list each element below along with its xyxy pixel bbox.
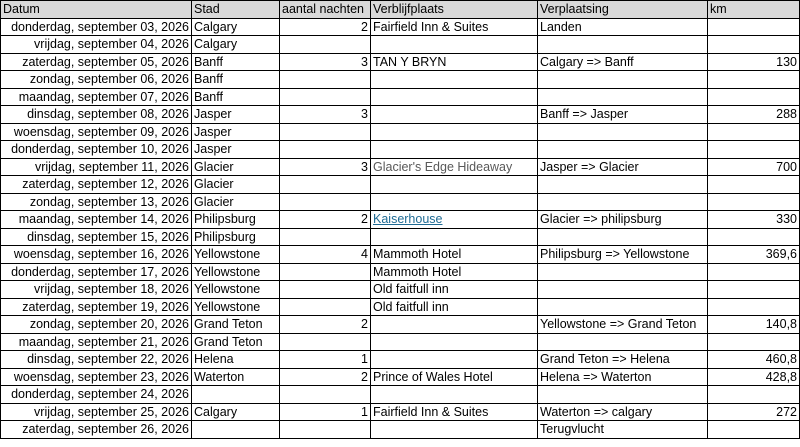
- cell-verplaatsing[interactable]: [538, 123, 708, 141]
- cell-aantal-nachten[interactable]: 1: [280, 403, 371, 421]
- cell-datum[interactable]: dinsdag, september 22, 2026: [1, 351, 192, 369]
- cell-verblijfplaats[interactable]: [371, 141, 538, 159]
- cell-aantal-nachten[interactable]: [280, 176, 371, 194]
- cell-stad[interactable]: Yellowstone: [192, 298, 280, 316]
- cell-km[interactable]: [708, 281, 800, 299]
- table-row: [1, 141, 800, 159]
- cell-verplaatsing[interactable]: [538, 333, 708, 351]
- table-row: [1, 228, 800, 246]
- cell-verplaatsing[interactable]: [538, 228, 708, 246]
- cell-verblijfplaats[interactable]: [371, 106, 538, 124]
- table-row: [1, 18, 800, 36]
- cell-aantal-nachten[interactable]: [280, 71, 371, 89]
- cell-stad[interactable]: Grand Teton: [192, 316, 280, 334]
- header-aantal-nachten[interactable]: aantal nachten: [280, 1, 371, 19]
- cell-verblijfplaats[interactable]: [371, 36, 538, 54]
- cell-aantal-nachten[interactable]: [280, 193, 371, 211]
- cell-verblijfplaats[interactable]: Old faitfull inn: [371, 281, 538, 299]
- cell-stad[interactable]: Yellowstone: [192, 281, 280, 299]
- cell-verplaatsing[interactable]: [538, 36, 708, 54]
- cell-km[interactable]: [708, 193, 800, 211]
- cell-stad[interactable]: Philipsburg: [192, 228, 280, 246]
- cell-stad[interactable]: [192, 421, 280, 439]
- cell-verblijfplaats[interactable]: Fairfield Inn & Suites: [371, 403, 538, 421]
- table-row: [1, 368, 800, 386]
- cell-datum[interactable]: donderdag, september 24, 2026: [1, 386, 192, 404]
- cell-datum[interactable]: vrijdag, september 25, 2026: [1, 403, 192, 421]
- cell-verplaatsing[interactable]: Jasper => Glacier: [538, 158, 708, 176]
- cell-aantal-nachten[interactable]: 2: [280, 368, 371, 386]
- cell-verblijfplaats[interactable]: [371, 386, 538, 404]
- cell-aantal-nachten[interactable]: 2: [280, 316, 371, 334]
- cell-verblijfplaats[interactable]: [371, 158, 538, 176]
- cell-aantal-nachten[interactable]: [280, 123, 371, 141]
- cell-stad[interactable]: Jasper: [192, 141, 280, 159]
- table-row: [1, 351, 800, 369]
- cell-stad[interactable]: Glacier: [192, 158, 280, 176]
- header-row: [1, 1, 800, 19]
- header-km[interactable]: km: [708, 1, 800, 19]
- cell-verplaatsing[interactable]: Grand Teton => Helena: [538, 351, 708, 369]
- cell-km[interactable]: 130: [708, 53, 800, 71]
- cell-verblijfplaats[interactable]: [371, 316, 538, 334]
- header-stad[interactable]: Stad: [192, 1, 280, 19]
- cell-km[interactable]: [708, 176, 800, 194]
- cell-aantal-nachten[interactable]: 1: [280, 351, 371, 369]
- table-row: [1, 158, 800, 176]
- cell-aantal-nachten[interactable]: 3: [280, 106, 371, 124]
- cell-stad[interactable]: Calgary: [192, 18, 280, 36]
- table-row: [1, 298, 800, 316]
- cell-km[interactable]: [708, 333, 800, 351]
- cell-verblijfplaats[interactable]: [371, 71, 538, 89]
- cell-verplaatsing[interactable]: [538, 386, 708, 404]
- cell-km[interactable]: [708, 18, 800, 36]
- cell-stad[interactable]: Calgary: [192, 403, 280, 421]
- cell-verblijfplaats[interactable]: Old faitfull inn: [371, 298, 538, 316]
- cell-aantal-nachten[interactable]: [280, 36, 371, 54]
- cell-stad[interactable]: [192, 386, 280, 404]
- cell-verplaatsing[interactable]: Waterton => calgary: [538, 403, 708, 421]
- header-verplaatsing[interactable]: Verplaatsing: [538, 1, 708, 19]
- cell-datum[interactable]: maandag, september 14, 2026: [1, 211, 192, 229]
- cell-verplaatsing[interactable]: [538, 71, 708, 89]
- cell-verplaatsing[interactable]: Yellowstone => Grand Teton: [538, 316, 708, 334]
- cell-stad[interactable]: Jasper: [192, 106, 280, 124]
- cell-verplaatsing[interactable]: [538, 193, 708, 211]
- cell-km[interactable]: [708, 123, 800, 141]
- cell-stad[interactable]: Helena: [192, 351, 280, 369]
- cell-verblijfplaats[interactable]: [371, 88, 538, 106]
- cell-verblijfplaats[interactable]: [371, 351, 538, 369]
- cell-km[interactable]: [708, 421, 800, 439]
- cell-verblijfplaats[interactable]: [371, 123, 538, 141]
- cell-datum[interactable]: donderdag, september 03, 2026: [1, 18, 192, 36]
- cell-km[interactable]: 330: [708, 211, 800, 229]
- table-row: [1, 421, 800, 439]
- table-row: [1, 281, 800, 299]
- cell-aantal-nachten[interactable]: [280, 298, 371, 316]
- table-row: [1, 403, 800, 421]
- cell-aantal-nachten[interactable]: [280, 281, 371, 299]
- cell-verblijfplaats[interactable]: [371, 211, 538, 229]
- cell-verplaatsing[interactable]: [538, 298, 708, 316]
- cell-datum[interactable]: zaterdag, september 05, 2026: [1, 53, 192, 71]
- cell-km[interactable]: [708, 228, 800, 246]
- cell-km[interactable]: [708, 298, 800, 316]
- table-row: [1, 123, 800, 141]
- cell-aantal-nachten[interactable]: 2: [280, 18, 371, 36]
- cell-aantal-nachten[interactable]: [280, 88, 371, 106]
- hotel-link[interactable]: Kaiserhouse: [373, 212, 443, 227]
- cell-verblijfplaats[interactable]: [371, 228, 538, 246]
- cell-aantal-nachten[interactable]: [280, 386, 371, 404]
- cell-aantal-nachten[interactable]: [280, 333, 371, 351]
- cell-datum[interactable]: maandag, september 07, 2026: [1, 88, 192, 106]
- cell-datum[interactable]: vrijdag, september 18, 2026: [1, 281, 192, 299]
- cell-datum[interactable]: donderdag, september 10, 2026: [1, 141, 192, 159]
- cell-datum[interactable]: woensdag, september 23, 2026: [1, 368, 192, 386]
- cell-km[interactable]: [708, 88, 800, 106]
- cell-km[interactable]: 288: [708, 106, 800, 124]
- cell-verplaatsing[interactable]: Helena => Waterton: [538, 368, 708, 386]
- cell-verblijfplaats[interactable]: Prince of Wales Hotel: [371, 368, 538, 386]
- cell-datum[interactable]: maandag, september 21, 2026: [1, 333, 192, 351]
- cell-stad[interactable]: Banff: [192, 53, 280, 71]
- cell-datum[interactable]: vrijdag, september 04, 2026: [1, 36, 192, 54]
- cell-verblijfplaats[interactable]: Mammoth Hotel: [371, 263, 538, 281]
- table-row: [1, 88, 800, 106]
- cell-aantal-nachten[interactable]: [280, 421, 371, 439]
- cell-verplaatsing[interactable]: [538, 281, 708, 299]
- table-row: [1, 316, 800, 334]
- cell-verplaatsing[interactable]: [538, 176, 708, 194]
- cell-verblijfplaats[interactable]: [371, 176, 538, 194]
- cell-datum[interactable]: zaterdag, september 19, 2026: [1, 298, 192, 316]
- cell-verblijfplaats[interactable]: [371, 193, 538, 211]
- cell-datum[interactable]: woensdag, september 09, 2026: [1, 123, 192, 141]
- table-body: [1, 18, 800, 438]
- cell-datum[interactable]: donderdag, september 17, 2026: [1, 263, 192, 281]
- cell-km[interactable]: 428,8: [708, 368, 800, 386]
- header-datum[interactable]: Datum: [1, 1, 192, 19]
- cell-km[interactable]: 460,8: [708, 351, 800, 369]
- cell-aantal-nachten[interactable]: [280, 228, 371, 246]
- cell-verplaatsing[interactable]: Landen: [538, 18, 708, 36]
- cell-verplaatsing[interactable]: [538, 88, 708, 106]
- cell-km[interactable]: 272: [708, 403, 800, 421]
- cell-km[interactable]: 369,6: [708, 246, 800, 264]
- cell-verplaatsing[interactable]: [538, 263, 708, 281]
- cell-verblijfplaats[interactable]: [371, 333, 538, 351]
- cell-verplaatsing[interactable]: Terugvlucht: [538, 421, 708, 439]
- cell-stad[interactable]: Banff: [192, 88, 280, 106]
- cell-stad[interactable]: Jasper: [192, 123, 280, 141]
- cell-stad[interactable]: Banff: [192, 71, 280, 89]
- cell-km[interactable]: [708, 36, 800, 54]
- cell-datum[interactable]: woensdag, september 16, 2026: [1, 246, 192, 264]
- cell-verplaatsing[interactable]: [538, 141, 708, 159]
- cell-datum[interactable]: zondag, september 13, 2026: [1, 193, 192, 211]
- cell-km[interactable]: 700: [708, 158, 800, 176]
- cell-datum[interactable]: zondag, september 06, 2026: [1, 71, 192, 89]
- cell-verblijfplaats[interactable]: TAN Y BRYN: [371, 53, 538, 71]
- cell-aantal-nachten[interactable]: 3: [280, 158, 371, 176]
- cell-datum[interactable]: vrijdag, september 11, 2026: [1, 158, 192, 176]
- cell-km[interactable]: 140,8: [708, 316, 800, 334]
- cell-aantal-nachten[interactable]: [280, 141, 371, 159]
- cell-stad[interactable]: Grand Teton: [192, 333, 280, 351]
- cell-stad[interactable]: Yellowstone: [192, 263, 280, 281]
- table-row: [1, 246, 800, 264]
- cell-verblijfplaats[interactable]: Mammoth Hotel: [371, 246, 538, 264]
- cell-datum[interactable]: zaterdag, september 12, 2026: [1, 176, 192, 194]
- header-verblijfplaats[interactable]: Verblijfplaats: [371, 1, 538, 19]
- table-row: [1, 106, 800, 124]
- cell-datum[interactable]: dinsdag, september 15, 2026: [1, 228, 192, 246]
- cell-verblijfplaats[interactable]: Fairfield Inn & Suites: [371, 18, 538, 36]
- table-row: [1, 71, 800, 89]
- cell-km[interactable]: [708, 386, 800, 404]
- cell-stad[interactable]: Calgary: [192, 36, 280, 54]
- table-row: [1, 36, 800, 54]
- cell-stad[interactable]: Glacier: [192, 176, 280, 194]
- table-row: [1, 193, 800, 211]
- table-row: [1, 333, 800, 351]
- cell-stad[interactable]: Philipsburg: [192, 211, 280, 229]
- cell-stad[interactable]: Glacier: [192, 193, 280, 211]
- table-row: [1, 53, 800, 71]
- hotel-name: Glacier's Edge Hideaway: [373, 159, 513, 174]
- table-row: [1, 211, 800, 229]
- cell-verplaatsing[interactable]: Glacier => philipsburg: [538, 211, 708, 229]
- cell-km[interactable]: [708, 263, 800, 281]
- cell-aantal-nachten[interactable]: 4: [280, 246, 371, 264]
- cell-datum[interactable]: zaterdag, september 26, 2026: [1, 421, 192, 439]
- cell-datum[interactable]: zondag, september 20, 2026: [1, 316, 192, 334]
- cell-km[interactable]: [708, 141, 800, 159]
- cell-aantal-nachten[interactable]: 3: [280, 53, 371, 71]
- cell-datum[interactable]: dinsdag, september 08, 2026: [1, 106, 192, 124]
- cell-verplaatsing[interactable]: Philipsburg => Yellowstone: [538, 246, 708, 264]
- cell-stad[interactable]: Yellowstone: [192, 246, 280, 264]
- table-row: [1, 386, 800, 404]
- cell-verblijfplaats[interactable]: [371, 421, 538, 439]
- cell-verplaatsing[interactable]: Banff => Jasper: [538, 106, 708, 124]
- cell-aantal-nachten[interactable]: 2: [280, 211, 371, 229]
- cell-stad[interactable]: Waterton: [192, 368, 280, 386]
- cell-km[interactable]: [708, 71, 800, 89]
- cell-aantal-nachten[interactable]: [280, 263, 371, 281]
- cell-verplaatsing[interactable]: Calgary => Banff: [538, 53, 708, 71]
- table-row: [1, 176, 800, 194]
- table-row: [1, 263, 800, 281]
